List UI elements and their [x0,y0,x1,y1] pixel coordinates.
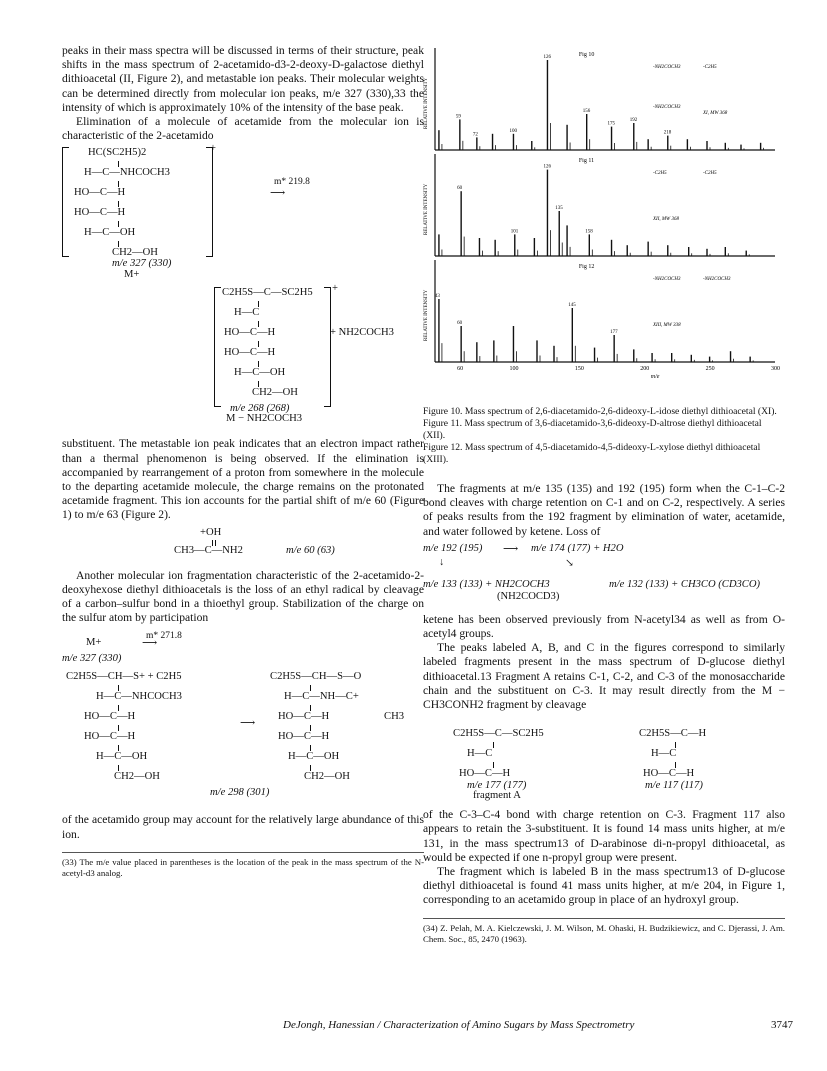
formula-row: HO—C—H [278,711,330,723]
panel-title: Fig 12 [578,264,595,270]
peak-annotation: -NH2COCH3 [653,105,681,110]
peak-annotation: -C2H5 [703,65,717,70]
figure-caption: Figure 11. Mass spectrum of 3,6-diacetamido-3,6-dideoxy-D-altrose diethyl dithioacetal (XII). [423,418,762,441]
mass-label: m/e 117 (117) [645,780,703,792]
figure-caption: Figure 10. Mass spectrum of 2,6-diacetamido-2,6-dideoxy-L-idose diethyl dithioacetal (XI). [423,406,777,417]
page-number: 3747 [771,1019,793,1031]
formula-row: H—C—OH [288,751,340,763]
ion-label: M+ [86,637,102,649]
mass-label: m/e 327 (330) [62,653,122,665]
mass-label: m/e 268 (268) [230,403,290,415]
peak-annotation: -NH2COCH3 [653,277,681,282]
scheme-acetamide-ion [62,523,424,563]
paragraph: of the acetamido group may account for the relatively large abundance of this ion. [62,813,424,841]
peak-label: 59 [455,114,461,120]
fragment-label: fragment A [473,790,521,802]
peak-label: 156 [582,109,591,114]
metastable-label: m* 271.8 [146,631,182,642]
peak-label: 192 [629,118,638,123]
y-axis-label: RELATIVE INTENSITY [424,289,429,341]
scheme-fragment-268 [62,283,424,425]
formula-row: HO—C—H [74,187,126,199]
y-axis-label: RELATIVE INTENSITY [424,77,429,129]
bracket [324,287,331,407]
charge: + [210,143,216,155]
peak-label: 72 [472,132,478,138]
figure-caption: Figure 12. Mass spectrum of 4,5-diacetamido-4,5-dideoxy-L-xylose diethyl dithioacetal (XIII). [423,442,761,465]
footnote-rule [62,852,424,853]
bracket [214,287,221,407]
x-tick-label: 200 [640,366,650,372]
reaction-arrow-icon: ⟶ [270,188,286,200]
paragraph: Another molecular ion fragmentation characteristic of the 2-acetamido-2-deoxyhexose diethyl dithioacetals is the loss of an ethyl radical by cleavage of a carbon–sulfur bond in a thioethyl group. Stabilization of the charge on the sulfur atom by participation [62,568,424,625]
mass-label: m/e 174 (177) + H2O [531,542,624,554]
spectra-figure [423,44,785,404]
paragraph: Elimination of a molecule of acetamide from the molecular ion is characteristic of the 2-acetamido [62,115,424,143]
formula-row: C2H5S—C—SC2H5 [222,287,313,299]
peak-annotation: -NH2COCH3 [653,65,681,70]
peak-label: 60 [457,186,463,192]
formula-row: H—C—NHCOCH3 [96,691,182,703]
paragraph: The fragments at m/e 135 (135) and 192 (195) form when the C-1–C-2 bond cleaves with charge retention on C-1 and on C-2, respectively. A series of peaks results from the 192 fragment by elimination of water, acetamide, and water followed by ketene. Loss of [423,482,785,538]
ion-label: M − NH2COCH3 [226,413,303,425]
formula-row: HO—C—H [84,711,136,723]
footnote-rule [423,918,785,919]
running-footer: DeJongh, Hanessian / Characterization of Amino Sugars by Mass Spectrometry [283,1019,635,1031]
formula-row: H—C [651,748,677,760]
metastable-label: m* 219.8 [274,177,310,188]
formula-row: HO—C—H [84,731,136,743]
formula-row: H—C [467,748,493,760]
peak-annotation: XII, MW 368 [653,217,679,222]
down-arrow-icon: ↓ [439,556,445,568]
peak-label: 218 [663,130,672,136]
formula-row: CH2—OH [114,771,160,783]
formula-row: +OH [200,526,222,538]
mass-label: m/e 192 (195) [423,542,483,554]
peak-label: 101 [510,229,519,235]
left-column [62,44,424,879]
formula-row: CH3—C—NH2 [174,544,243,556]
formula-row: C2H5S—C—SC2H5 [453,728,544,740]
reaction-arrow-icon: ⟶ [503,543,519,555]
diagonal-arrow-icon: ↘ [565,557,574,569]
peak-label: 177 [610,330,618,335]
mass-label: m/e 327 (330) [112,258,172,270]
right-column [423,44,785,945]
peak-annotation: XI, MW 368 [703,111,728,116]
paragraph: The fragment which is labeled B in the mass spectrum13 of D-glucose diethyl dithioacetal is found 41 mass units higher, at m/e 204, in Figure 1, corresponding to an acetamido group in place of an hydroxyl group. [423,865,785,907]
y-axis-label: RELATIVE INTENSITY [424,183,429,235]
formula-row: HO—C—H [643,768,695,780]
page-footer [283,1019,793,1031]
formula-row: H—C—NH—C+ [284,691,359,703]
formula-row: (NH2COCD3) [497,590,560,602]
peak-label: 145 [568,303,576,308]
peak-label: 126 [543,55,551,60]
charge: + [332,283,338,295]
peak-label: 43 [434,294,440,299]
x-axis-label: m/e [650,374,660,380]
formula-row: H—C—OH [84,227,136,239]
mass-label: m/e 177 (177) [467,780,527,792]
bond [493,742,494,748]
x-tick-label: 300 [771,366,780,372]
ion-label-row [124,271,424,283]
peak-annotation: -C2H5 [703,171,717,176]
paragraph: The peaks labeled A, B, and C in the figures correspond to similarly labeled fragments present in the mass spectrum of D-glucose diethyl dithioacetal.13 Fragment A retains C-1, C-2, and C-3 of the monosaccharide chain and the substituent on C-3. It may result directly from the M − CH3CONH2 fragment by cleavage [423,641,785,712]
x-tick-label: 60 [457,366,464,372]
peak-annotation: -C2H5 [653,171,667,176]
x-tick-label: 150 [574,366,584,372]
formula-row: HO—C—H [224,327,276,339]
reaction-arrow-icon: ⟶ [240,718,256,730]
paragraph: peaks in their mass spectra will be discussed in terms of their structure, peak shifts in the mass spectrum of 2-acetamido-d3-2-deoxy-D-galactose diethyl dithioacetal (II, Figure 2), and metastable ion peaks. Their molecular weights can be determined directly from molecular ion peaks, m/e 327 (330),33 the intensity of which is approximately 10% of the intensity of the base peak. [62,44,424,114]
formula-row: H—C—OH [96,751,148,763]
ion-label: M+ [124,269,140,281]
bracket [206,147,213,257]
coproduct: + NH2COCH3 [330,327,394,339]
scheme-molecular-ion [62,143,424,271]
formula-row: H—C—NHCOCH3 [84,167,170,179]
scheme-fragments-a [423,718,785,802]
footnote: (33) The m/e value placed in parentheses is the location of the peak in the mass spectrum of the N-acetyl-d3 analog. [62,856,424,878]
peak-label: 100 [509,128,517,134]
panel-title: Fig 11 [578,158,595,164]
footnote: (34) Z. Pelah, M. A. Kielczewski, J. M. Wilson, M. Ohaski, H. Budzikiewicz, and C. Djerassi, J. Am. Chem. Soc., 85, 2470 (1963). [423,922,785,944]
formula-row: HO—C—H [224,347,276,359]
formula-row: HO—C—H [278,731,330,743]
paragraph: substituent. The metastable ion peak indicates that an electron impact rather than a thermal phenomenon is being observed. If the elimination is accompanied by rearrangement of a proton from somewhere in the molecule to the departing acetamide molecule, the charge remains on the protonated acetamide fragment. This ion accounts for the partial shift of m/e 60 (Figure 1) to m/e 63 (Figure 2). [62,437,424,522]
x-tick-label: 250 [705,366,715,372]
peak-label: 175 [607,121,616,127]
mass-label: m/e 133 (133) + NH2COCH3 [423,578,550,590]
paragraph: of the C-3–C-4 bond with charge retention on C-3. Fragment 117 also appears to retain the 3-substituent. It is found 14 mass units higher, at m/e 131, in the mass spectrum13 of D-arabinose di-n-propyl dithioacetal, as would be expected if one n-propyl group were present. [423,808,785,864]
formula-row: H—C [234,307,260,319]
peak-label: 126 [543,164,551,170]
paragraph: ketene has been observed previously from N-acetyl34 as well as from O-acetyl4 groups. [423,612,785,641]
formula-row: CH3 [384,711,405,723]
scheme-192-fragment [423,543,785,609]
bracket [62,147,69,257]
peak-annotation: -NH2COCH3 [703,277,731,282]
formula-row: HC(SC2H5)2 [88,147,147,159]
formula-row: CH2—OH [252,387,298,399]
formula-row: CH2—OH [112,247,158,259]
mass-label: m/e 298 (301) [210,787,270,799]
formula-row: HO—C—H [74,207,126,219]
peak-label: 60 [457,321,463,326]
panel-title: Fig 10 [578,52,595,58]
peak-label: 135 [555,206,563,211]
formula-row: H—C—OH [234,367,286,379]
formula-row: CH2—OH [304,771,350,783]
x-tick-label: 100 [509,366,519,372]
peak-label: 158 [585,229,593,235]
mass-spectra-chart [423,44,785,404]
formula-row: C2H5S—CH—S+ + C2H5 [66,671,182,683]
reaction-arrow-icon: ⟶ [142,638,158,650]
formula-row: HO—C—H [459,768,511,780]
formula-row: C2H5S—CH—S—O [270,671,362,683]
mass-label: m/e 132 (133) + CH3CO (CD3CO) [609,578,761,590]
mass-label: m/e 60 (63) [286,544,335,556]
scheme-ethyl-loss [62,631,424,813]
formula-row: C2H5S—C—H [639,728,707,740]
peak-annotation: XIII, MW 338 [653,323,681,328]
